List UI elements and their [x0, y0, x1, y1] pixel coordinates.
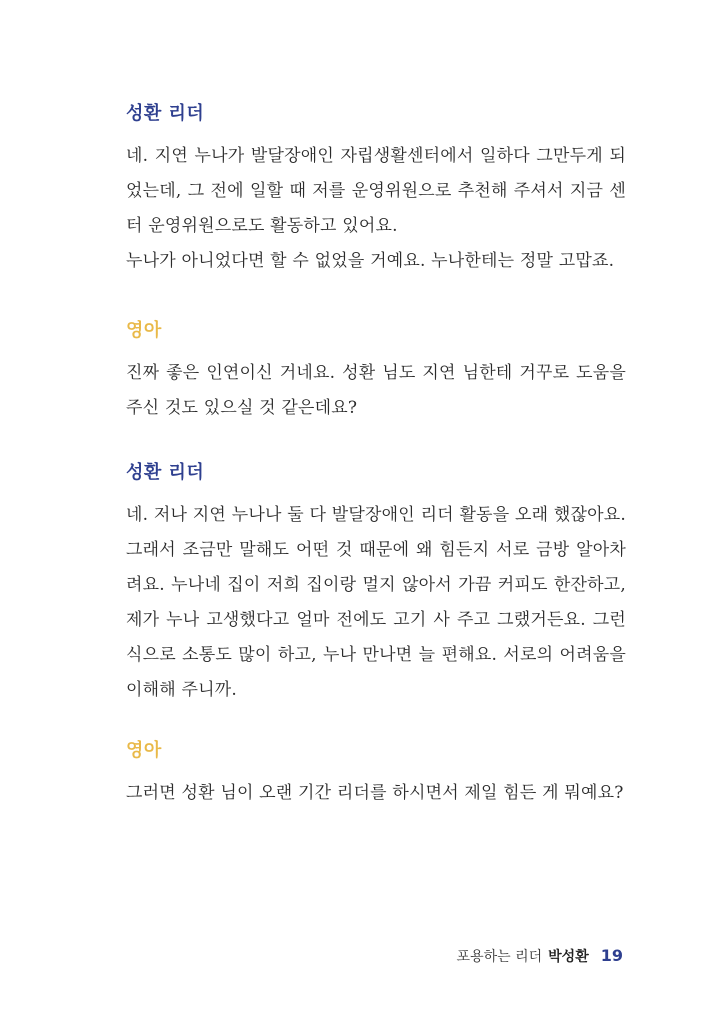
book-title: 포용하는 리더 — [456, 949, 543, 965]
dialogue-block-4 — [126, 740, 626, 811]
speaker-name: 성환 리더 — [126, 103, 205, 124]
dialogue-block-1 — [126, 103, 626, 279]
dialogue-paragraph: 그러면 성환 님이 오랜 기간 리더를 하시면서 제일 힘든 게 뭐예요? — [126, 783, 624, 803]
speaker-name: 성환 리더 — [126, 462, 205, 483]
dialogue-paragraph: 네. 지연 누나가 발달장애인 자립생활센터에서 일하다 그만두게 되었는데, 그 전에 일할 때 저를 운영위원으로 추천해 주셔서 지금 센터 운영위원으로도 활동하고 있어요. — [126, 146, 626, 236]
dialogue-paragraph: 진짜 좋은 인연이신 거네요. 성환 님도 지연 님한테 거꾸로 도움을 주신 것도 있으실 것 같은데요? — [126, 363, 626, 418]
dialogue-block-3 — [126, 462, 626, 708]
dialogue-paragraph: 누나가 아니었다면 할 수 없었을 거예요. 누나한테는 정말 고맙죠. — [126, 251, 615, 271]
dialogue-block-2 — [126, 320, 626, 426]
speaker-name: 영아 — [126, 320, 162, 341]
dialogue-paragraph: 네. 저나 지연 누나나 둘 다 발달장애인 리더 활동을 오래 했잖아요. 그래서 조금만 말해도 어떤 것 때문에 왜 힘든지 서로 금방 알아차려요. 누나네 집이 저희 집이랑 멀지 않아서 가끔 커피도 한잔하고, 제가 누나 고생했다고 얼마 전에도 고기 사 주고 그랬거든요. 그런 식으로 소통도 많이 하고, 누나 만나면 늘 편해요. 서로의 어려움을 이해해 주니까. — [126, 505, 626, 700]
page-footer — [457, 945, 623, 968]
speaker-name: 영아 — [126, 740, 162, 761]
author-name: 박성환 — [548, 949, 589, 965]
page-number: 19 — [600, 946, 623, 965]
